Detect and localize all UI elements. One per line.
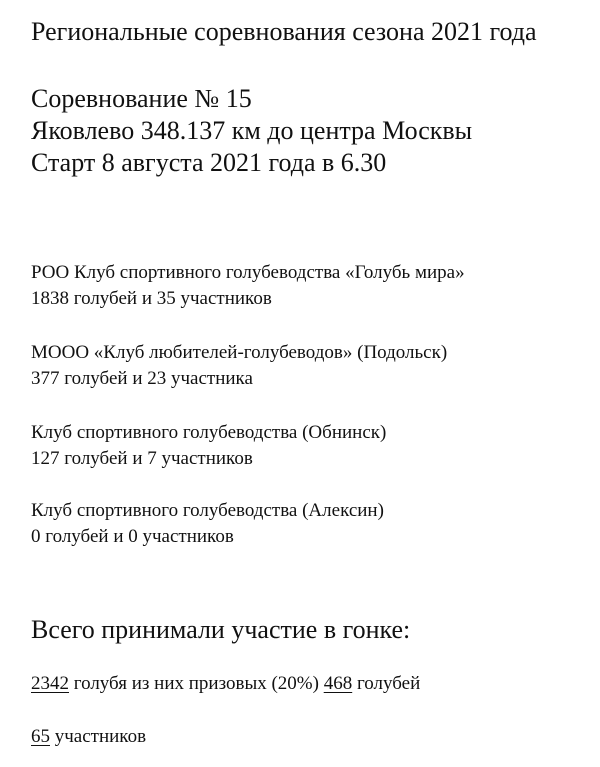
total-participants-count: 65 [31,726,50,747]
club-name: Клуб спортивного голубеводства (Обнинск) [31,422,387,443]
total-pigeons-count: 2342 [31,673,69,694]
competition-location: Яковлево 348.137 км до центра Москвы [31,116,473,145]
prize-pigeons-text: голубей [352,673,421,694]
club-name: РОО Клуб спортивного голубеводства «Голубь мира» [31,262,465,283]
club-stats: 377 голубей и 23 участника [31,368,253,389]
club-name: Клуб спортивного голубеводства (Алексин) [31,500,384,521]
club-stats: 127 голубей и 7 участников [31,448,253,469]
totals-pigeons-line [31,674,420,693]
club-stats: 0 голубей и 0 участников [31,526,234,547]
total-pigeons-text: голубя из них призовых (20%) [69,673,324,694]
totals-participants-line [31,727,146,746]
prize-pigeons-count: 468 [323,673,353,694]
competition-number: Соревнование № 15 [31,84,252,113]
competition-start: Старт 8 августа 2021 года в 6.30 [31,148,387,177]
totals-heading: Всего принимали участие в гонке: [31,615,411,644]
club-name: МООО «Клуб любителей-голубеводов» (Подольск) [31,342,448,363]
total-participants-text: участников [50,726,147,747]
club-stats: 1838 голубей и 35 участников [31,288,272,309]
document-title: Региональные соревнования сезона 2021 года [31,17,537,46]
